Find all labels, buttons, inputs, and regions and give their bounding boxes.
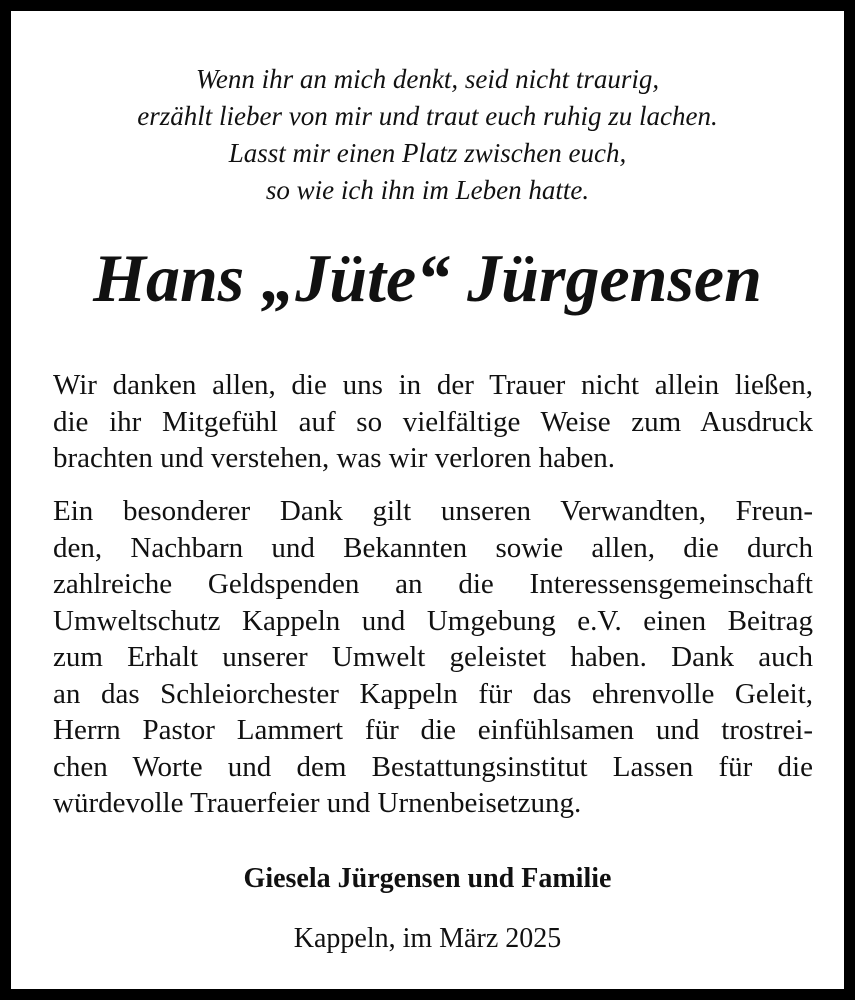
poem-line: erzählt lieber von mir und traut euch ruhig zu lachen. [137, 101, 718, 131]
text-line: brachten und verstehen, was wir verloren haben. [53, 442, 616, 474]
place-date: Kappeln, im März 2025 [293, 923, 562, 954]
text-line: Ein besonderer Dank gilt unseren Verwandten, Freun- [53, 495, 813, 527]
poem-line: Lasst mir einen Platz zwischen euch, [228, 138, 627, 168]
text-line: den, Nachbarn und Bekannten sowie allen, die durch [53, 531, 813, 564]
poem-line: Wenn ihr an mich denkt, seid nicht traurig, [195, 64, 660, 94]
deceased-name: Hans „Jüte“ Jürgensen [93, 240, 762, 316]
text-line: würdevolle Trauerfeier und Urnenbeisetzung. [53, 787, 582, 819]
memorial-poem [31, 61, 824, 209]
signature: Giesela Jürgensen und Familie [243, 863, 612, 894]
poem-line: so wie ich ihn im Leben hatte. [265, 175, 590, 205]
text-line: zahlreiche Geldspenden an die Interessensgemeinschaft [53, 568, 813, 600]
text-line: die ihr Mitgefühl auf so vielfältige Weise zum Ausdruck [53, 405, 813, 438]
text-line: chen Worte und dem Bestattungsinstitut Lassen für die [53, 750, 813, 783]
text-line: zum Erhalt unserer Umwelt geleistet haben. Dank auch [53, 641, 813, 673]
text-line: Herrn Pastor Lammert für die einfühlsamen und trostrei- [53, 714, 813, 746]
text-line: an das Schleiorchester Kappeln für das ehrenvolle Geleit, [53, 677, 813, 710]
text-line: Wir danken allen, die uns in der Trauer nicht allein ließen, [53, 369, 813, 401]
special-thanks-paragraph [53, 493, 813, 822]
thanks-paragraph [53, 367, 813, 477]
text-line: Umweltschutz Kappeln und Umgebung e.V. einen Beitrag [53, 604, 813, 637]
